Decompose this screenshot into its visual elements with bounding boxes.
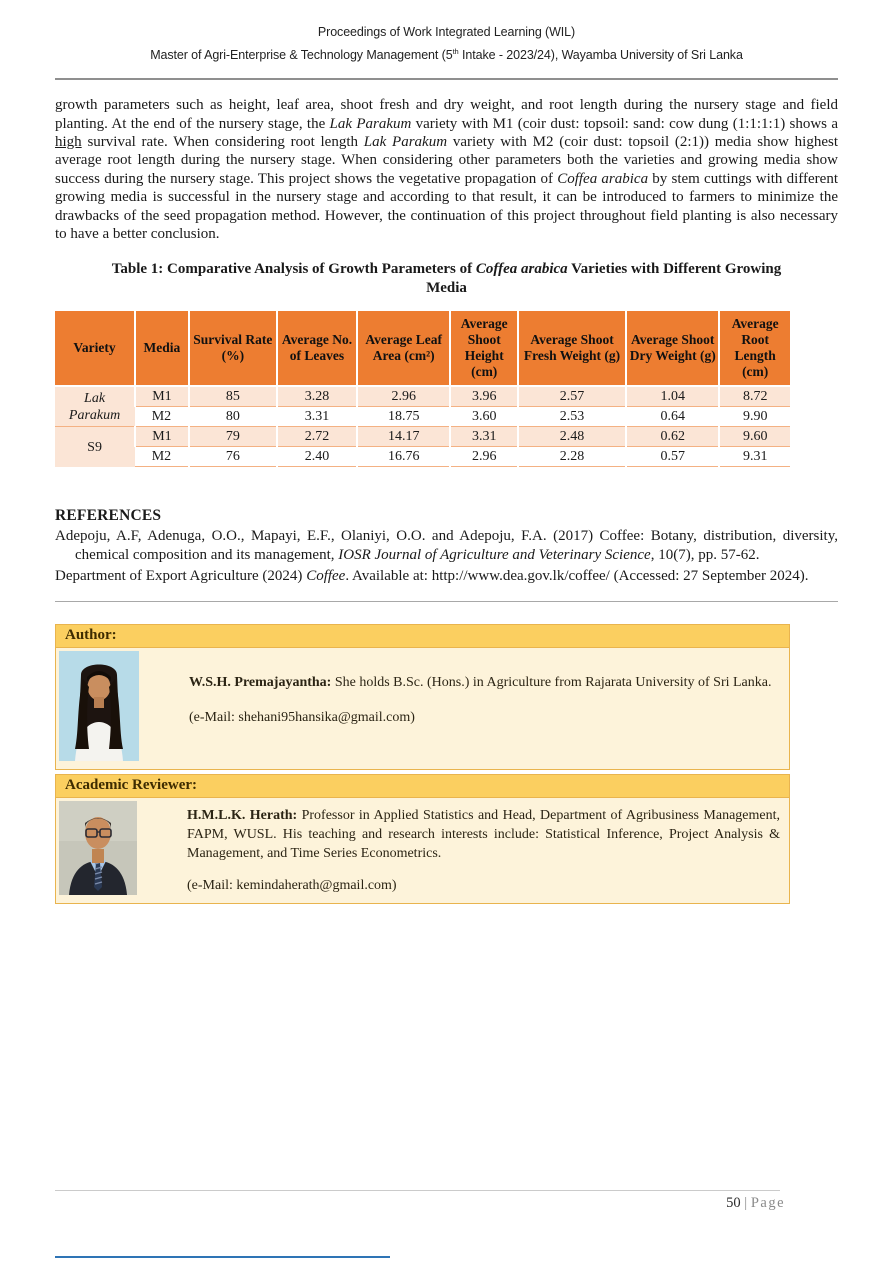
reviewer-photo bbox=[59, 801, 137, 900]
text-segment: H.M.L.K. Herath: bbox=[187, 807, 298, 823]
references-heading: REFERENCES bbox=[55, 507, 162, 525]
data-cell: 80 bbox=[189, 407, 277, 427]
reference-entry bbox=[55, 567, 838, 586]
article-paragraph bbox=[55, 96, 838, 243]
text-segment: , 10(7), pp. 57-62. bbox=[650, 547, 760, 564]
data-cell: 2.57 bbox=[518, 386, 626, 407]
text-segment: Lak Parakum bbox=[329, 115, 412, 132]
table-row bbox=[55, 427, 790, 447]
data-cell: 0.57 bbox=[626, 447, 719, 467]
text-segment: IOSR Journal of Agriculture and Veterinary Science bbox=[338, 547, 651, 564]
bottom-accent-line bbox=[55, 1256, 390, 1258]
text-segment: variety with M1 (coir dust: topsoil: sand: cow dung (1:1:1:1) shows a bbox=[411, 115, 838, 132]
header-divider bbox=[55, 78, 838, 80]
text-segment: by stem cuttings with different growing media is successful in the nursery stage and according to that result, it can be introduced to farmers to minimize the drawbacks of the seed propagation method. However, the continuation of this project throughout field planting is also necessary to have a better conclusion. bbox=[55, 170, 838, 242]
header-line-2 bbox=[55, 42, 838, 65]
text-segment: Adepoju, A.F, Adenuga, O.O., Mapayi, E.F., Olaniyi, O.O. and Adepoju, F.A. (2017) Coffee: Botany, distribution, diversity, chemical composition and its management, bbox=[55, 528, 838, 564]
header-line-1: Proceedings of Work Integrated Learning (WIL) bbox=[317, 25, 576, 39]
data-cell: M2 bbox=[135, 447, 189, 467]
data-cell: 3.60 bbox=[450, 407, 518, 427]
page-footer bbox=[726, 1195, 785, 1212]
data-cell: M1 bbox=[135, 386, 189, 407]
data-cell: 3.31 bbox=[277, 407, 357, 427]
column-header: Average No. of Leaves bbox=[277, 311, 357, 386]
data-cell: 2.53 bbox=[518, 407, 626, 427]
text-segment: . Available at: http://www.dea.gov.lk/coffee/ (Accessed: 27 September 2024). bbox=[345, 568, 809, 584]
data-cell: 2.28 bbox=[518, 447, 626, 467]
table-row bbox=[55, 407, 790, 427]
text-segment: W.S.H. Premajayantha: bbox=[189, 674, 332, 690]
text-segment: variety with M2 (coir dust: topsoil (2:1)) media show highest average root length during the nursery stage. When considering other parameters both the varieties and growing media show success during the nursery stage. This project shows the vegetative propagation of bbox=[55, 133, 838, 187]
text-segment: Master of Agri-Enterprise & Technology Management (5 bbox=[150, 48, 453, 63]
data-cell: 85 bbox=[189, 386, 277, 407]
column-header: Average Leaf Area (cm²) bbox=[357, 311, 450, 386]
text-segment: growth parameters such as height, leaf area, shoot fresh and dry weight, and root length during the nursery stage and field planting. At the end of the nursery stage, the bbox=[55, 97, 838, 132]
table-header-row bbox=[55, 311, 790, 386]
column-header: Media bbox=[135, 311, 189, 386]
text-segment: Professor in Applied Statistics and Head, Department of Agribusiness Management, FAPM, WUSL. His teaching and research interests include: Statistical Inference, Project Analysis & Management, and Time Series Econometrics. bbox=[187, 807, 780, 861]
data-cell: M2 bbox=[135, 407, 189, 427]
text-segment: Table 1: Comparative Analysis of Growth Parameters of bbox=[111, 261, 476, 278]
text-segment: Intake - 2023/24), Wayamba University of Sri Lanka bbox=[458, 48, 743, 63]
text-segment: Department of Export Agriculture (2024) bbox=[55, 568, 307, 584]
data-cell: 3.28 bbox=[277, 386, 357, 407]
data-cell: 8.72 bbox=[719, 386, 790, 407]
footer-separator: | bbox=[744, 1195, 748, 1211]
data-cell: 2.96 bbox=[357, 386, 450, 407]
author-description bbox=[189, 651, 786, 766]
running-header bbox=[55, 22, 838, 65]
text-segment: Coffea arabica bbox=[475, 261, 568, 278]
data-cell: 3.96 bbox=[450, 386, 518, 407]
footer-divider bbox=[55, 1190, 780, 1191]
table-row bbox=[55, 386, 790, 407]
text-segment: Coffee bbox=[306, 568, 346, 584]
author-photo bbox=[59, 651, 139, 766]
column-header: Variety bbox=[55, 311, 135, 386]
reviewer-box-label: Academic Reviewer: bbox=[56, 775, 789, 797]
reviewer-bio bbox=[187, 806, 780, 863]
column-header: Average Shoot Dry Weight (g) bbox=[626, 311, 719, 386]
column-header: Average Root Length (cm) bbox=[719, 311, 790, 386]
variety-cell: S9 bbox=[55, 427, 135, 467]
column-header: Survival Rate (%) bbox=[189, 311, 277, 386]
column-header: Average Shoot Height (cm) bbox=[450, 311, 518, 386]
reviewer-box bbox=[55, 774, 790, 904]
reviewer-description bbox=[187, 801, 786, 900]
author-bio bbox=[189, 673, 780, 692]
data-cell: 18.75 bbox=[357, 407, 450, 427]
text-segment: She holds B.Sc. (Hons.) in Agriculture from Rajarata University of Sri Lanka. bbox=[331, 674, 772, 690]
page-number: 50 bbox=[726, 1195, 741, 1211]
data-cell: 3.31 bbox=[450, 427, 518, 447]
data-cell: 9.31 bbox=[719, 447, 790, 467]
data-cell: 2.40 bbox=[277, 447, 357, 467]
text-segment: Varieties with Different Growing Media bbox=[426, 261, 782, 297]
text-segment: high bbox=[55, 133, 82, 150]
author-email: (e-Mail: shehani95hansika@gmail.com) bbox=[189, 709, 415, 725]
section-divider bbox=[55, 601, 838, 602]
growth-parameters-table bbox=[55, 311, 790, 467]
table-row bbox=[55, 447, 790, 467]
text-segment: Coffea arabica bbox=[557, 170, 649, 187]
data-cell: 9.90 bbox=[719, 407, 790, 427]
data-cell: 2.72 bbox=[277, 427, 357, 447]
author-box-label: Author: bbox=[56, 625, 789, 647]
table-body bbox=[55, 386, 790, 467]
data-cell: M1 bbox=[135, 427, 189, 447]
table-caption bbox=[97, 260, 797, 298]
data-cell: 1.04 bbox=[626, 386, 719, 407]
data-cell: 2.96 bbox=[450, 447, 518, 467]
column-header: Average Shoot Fresh Weight (g) bbox=[518, 311, 626, 386]
data-cell: 79 bbox=[189, 427, 277, 447]
data-cell: 2.48 bbox=[518, 427, 626, 447]
page-label: Page bbox=[750, 1195, 785, 1211]
data-cell: 76 bbox=[189, 447, 277, 467]
text-segment: survival rate. When considering root length bbox=[81, 133, 364, 150]
data-cell: 14.17 bbox=[357, 427, 450, 447]
reference-entry bbox=[55, 527, 838, 565]
variety-cell: Lak Parakum bbox=[55, 386, 135, 427]
author-box bbox=[55, 624, 790, 770]
text-segment: th bbox=[452, 47, 459, 56]
data-cell: 16.76 bbox=[357, 447, 450, 467]
text-segment: Lak Parakum bbox=[363, 133, 448, 150]
data-cell: 0.62 bbox=[626, 427, 719, 447]
data-cell: 9.60 bbox=[719, 427, 790, 447]
data-cell: 0.64 bbox=[626, 407, 719, 427]
reviewer-email: (e-Mail: kemindaherath@gmail.com) bbox=[187, 877, 397, 893]
